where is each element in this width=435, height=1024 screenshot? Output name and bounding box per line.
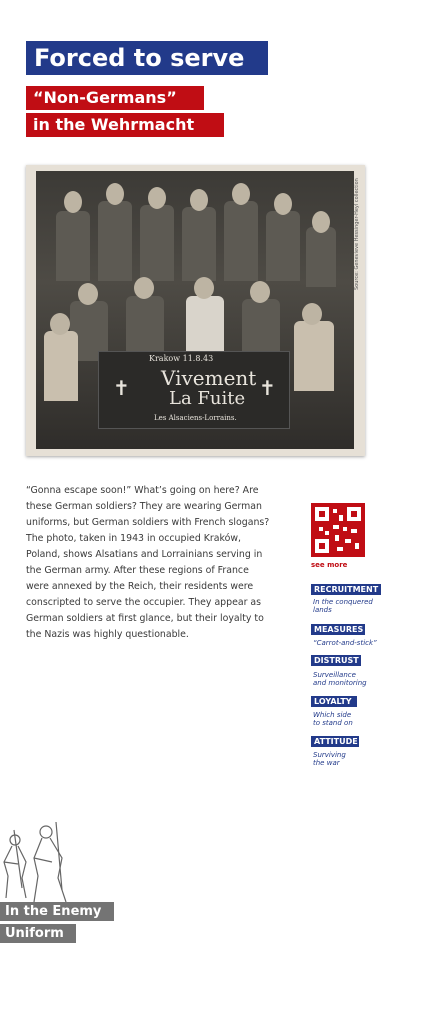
subtitle-line-1: “Non-Germans” bbox=[26, 86, 204, 110]
topic-desc-measures: “Carrot-and-stick” bbox=[313, 639, 377, 647]
subtitle-line-2: in the Wehrmacht bbox=[26, 113, 224, 137]
chalkboard-sign bbox=[98, 351, 290, 429]
topic-tag-measures: MEASURES bbox=[311, 624, 365, 635]
historical-photo bbox=[26, 165, 365, 456]
see-more-link[interactable]: see more bbox=[311, 561, 348, 569]
topic-tag-recruitment: RECRUITMENT bbox=[311, 584, 381, 595]
topic-desc-distrust: Surveillance and monitoring bbox=[313, 671, 367, 687]
topic-desc-attitude: Surviving the war bbox=[313, 751, 346, 767]
topic-tag-loyalty: LOYALTY bbox=[311, 696, 357, 707]
sign-line-2: La Fuite bbox=[169, 388, 246, 409]
lorraine-cross-icon: ✝ bbox=[259, 376, 276, 400]
topic-desc-loyalty: Which side to stand on bbox=[313, 711, 353, 727]
sign-line-1: Vivement bbox=[161, 366, 257, 390]
exhibition-title-line-1: In the Enemy bbox=[0, 902, 114, 921]
page-title: Forced to serve bbox=[26, 41, 268, 75]
sign-date: Krakow 11.8.43 bbox=[149, 354, 214, 363]
lorraine-cross-icon: ✝ bbox=[113, 376, 130, 400]
topic-desc-recruitment: In the conquered lands bbox=[313, 598, 373, 614]
topic-tag-distrust: DISTRUST bbox=[311, 655, 361, 666]
exhibition-title-line-2: Uniform bbox=[0, 924, 76, 943]
qr-code-icon[interactable] bbox=[311, 503, 365, 557]
sign-bottom: Les Alsaciens-Lorrains. bbox=[154, 414, 237, 422]
soldiers-group-photo bbox=[36, 171, 354, 449]
main-text: “Gonna escape soon!” What’s going on here? Are these German soldiers? They are wearing German uniforms, but German soldiers with French slogans? The photo, taken in 1943 in occupied Kraków, Poland, shows Alsatians and Lorrainians serving in the German army. After these regions of France were annexed by the Reich, their residents were conscripted to serve the occupier. They appear as German soldiers at first glance, but their loyalty to the Nazis was highly questionable. bbox=[26, 485, 270, 640]
photo-source: Source: Genevieve Hessinger-Heyl collection bbox=[354, 178, 360, 290]
topic-tag-attitude: ATTITUDE bbox=[311, 736, 359, 747]
soldier-silhouettes-logo bbox=[0, 818, 80, 904]
